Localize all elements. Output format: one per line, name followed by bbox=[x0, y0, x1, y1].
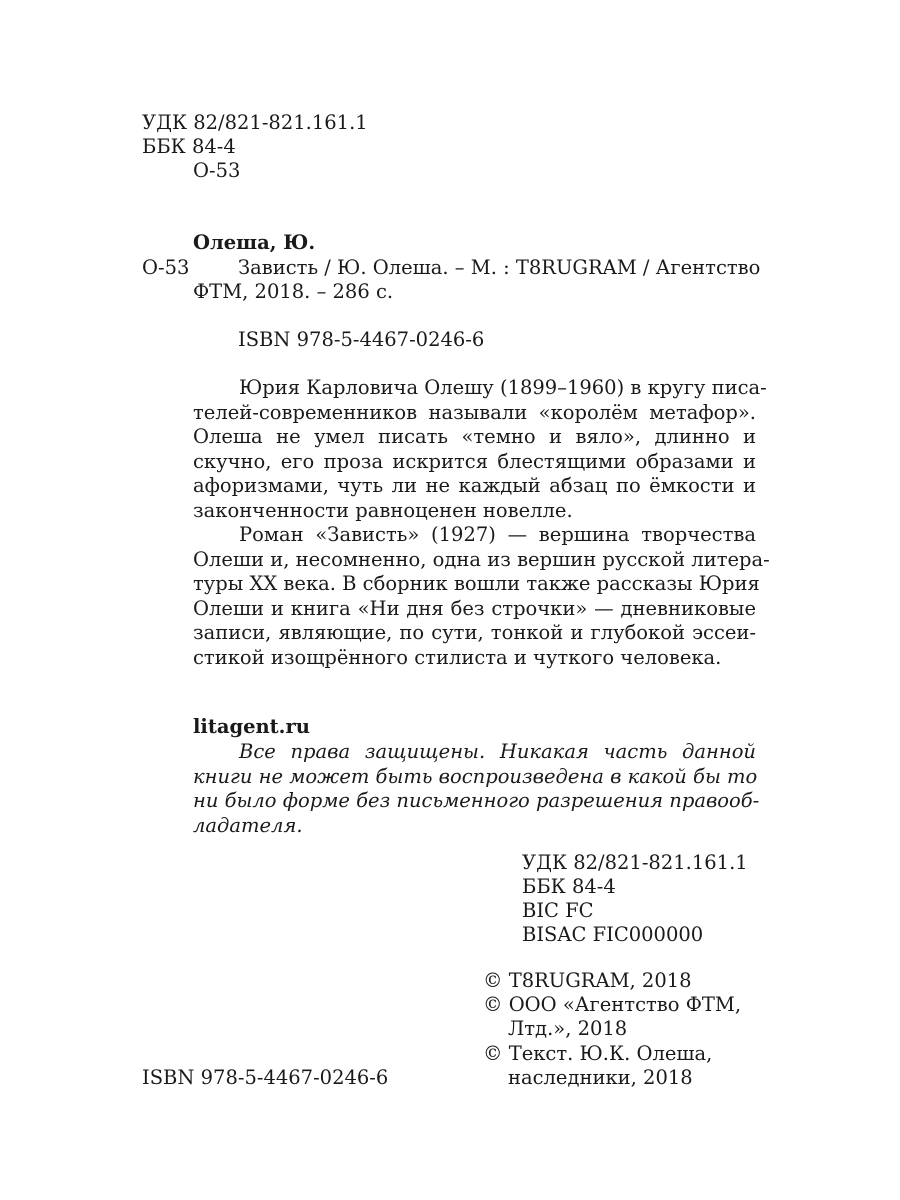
text-line: Роман «Зависть» (1927) — вершина творчества bbox=[239, 523, 756, 546]
text-line: афоризмами, чуть ли не каждый абзац по ёмкости и bbox=[193, 474, 756, 497]
text-line: скучно, его проза искрится блестящими образами и bbox=[193, 449, 756, 473]
text-line: книги не может быть воспроизведена в какой бы то bbox=[193, 764, 758, 788]
bisac-code: BISAC FIC000000 bbox=[522, 923, 704, 946]
text-line: Юрия Карловича Олешу (1899–1960) в кругу писа- bbox=[239, 376, 767, 399]
copyright-line-3: Лтд.», 2018 bbox=[508, 1017, 628, 1040]
text-line: телей-современников называли «королём метафор». bbox=[193, 400, 756, 424]
text-line: Олеши и, несомненно, одна из вершин русской литера- bbox=[193, 547, 770, 571]
text-line: Олеши и книга «Ни дня без строчки» — дневниковые bbox=[193, 596, 756, 620]
title-line-1: Зависть / Ю. Олеша. – М. : T8RUGRAM / Агентство bbox=[238, 256, 761, 279]
text-line: записи, являющие, по сути, тонкой и глубокой эссеи- bbox=[193, 621, 756, 644]
udk-code-right: УДК 82/821-821.161.1 bbox=[522, 851, 748, 874]
text-line: Все права защищены. Никакая часть данной bbox=[239, 740, 756, 763]
copyright-line-4: © Текст. Ю.К. Олеша, bbox=[483, 1042, 713, 1065]
annotation-paragraph-2 bbox=[193, 523, 770, 670]
author-name: Олеша, Ю. bbox=[193, 231, 316, 254]
copyright-line-1: © T8RUGRAM, 2018 bbox=[483, 969, 692, 992]
text-line: законченности равноценен новелле. bbox=[193, 498, 573, 522]
isbn-record: ISBN 978-5-4467-0246-6 bbox=[238, 328, 485, 351]
rights-notice bbox=[193, 740, 760, 838]
copyright-line-5: наследники, 2018 bbox=[508, 1066, 693, 1089]
site-link[interactable]: litagent.ru bbox=[193, 715, 310, 738]
footer-isbn: ISBN 978-5-4467-0246-6 bbox=[142, 1066, 389, 1089]
text-line: Олеша не умел писать «темно и вяло», длинно и bbox=[193, 425, 756, 448]
copyright-line-2: © ООО «Агентство ФТМ, bbox=[483, 993, 742, 1016]
text-line: стикой изощрённого стилиста и чуткого человека. bbox=[193, 645, 722, 669]
text-line: туры XX века. В сборник вошли также рассказы Юрия bbox=[193, 572, 760, 595]
text-line: ладателя. bbox=[193, 813, 303, 837]
udk-code: УДК 82/821-821.161.1 bbox=[142, 111, 368, 134]
title-line-2: ФТМ, 2018. – 286 с. bbox=[193, 280, 394, 303]
annotation-paragraph-1 bbox=[193, 376, 767, 523]
bbk-code-right: ББК 84-4 bbox=[522, 875, 616, 898]
bic-code: BIC FC bbox=[522, 899, 594, 922]
text-line: ни было форме без письменного разрешения правооб- bbox=[193, 789, 760, 812]
side-author-mark: О-53 bbox=[142, 256, 190, 279]
bbk-code: ББК 84-4 bbox=[142, 135, 236, 158]
author-mark: О-53 bbox=[193, 159, 241, 182]
